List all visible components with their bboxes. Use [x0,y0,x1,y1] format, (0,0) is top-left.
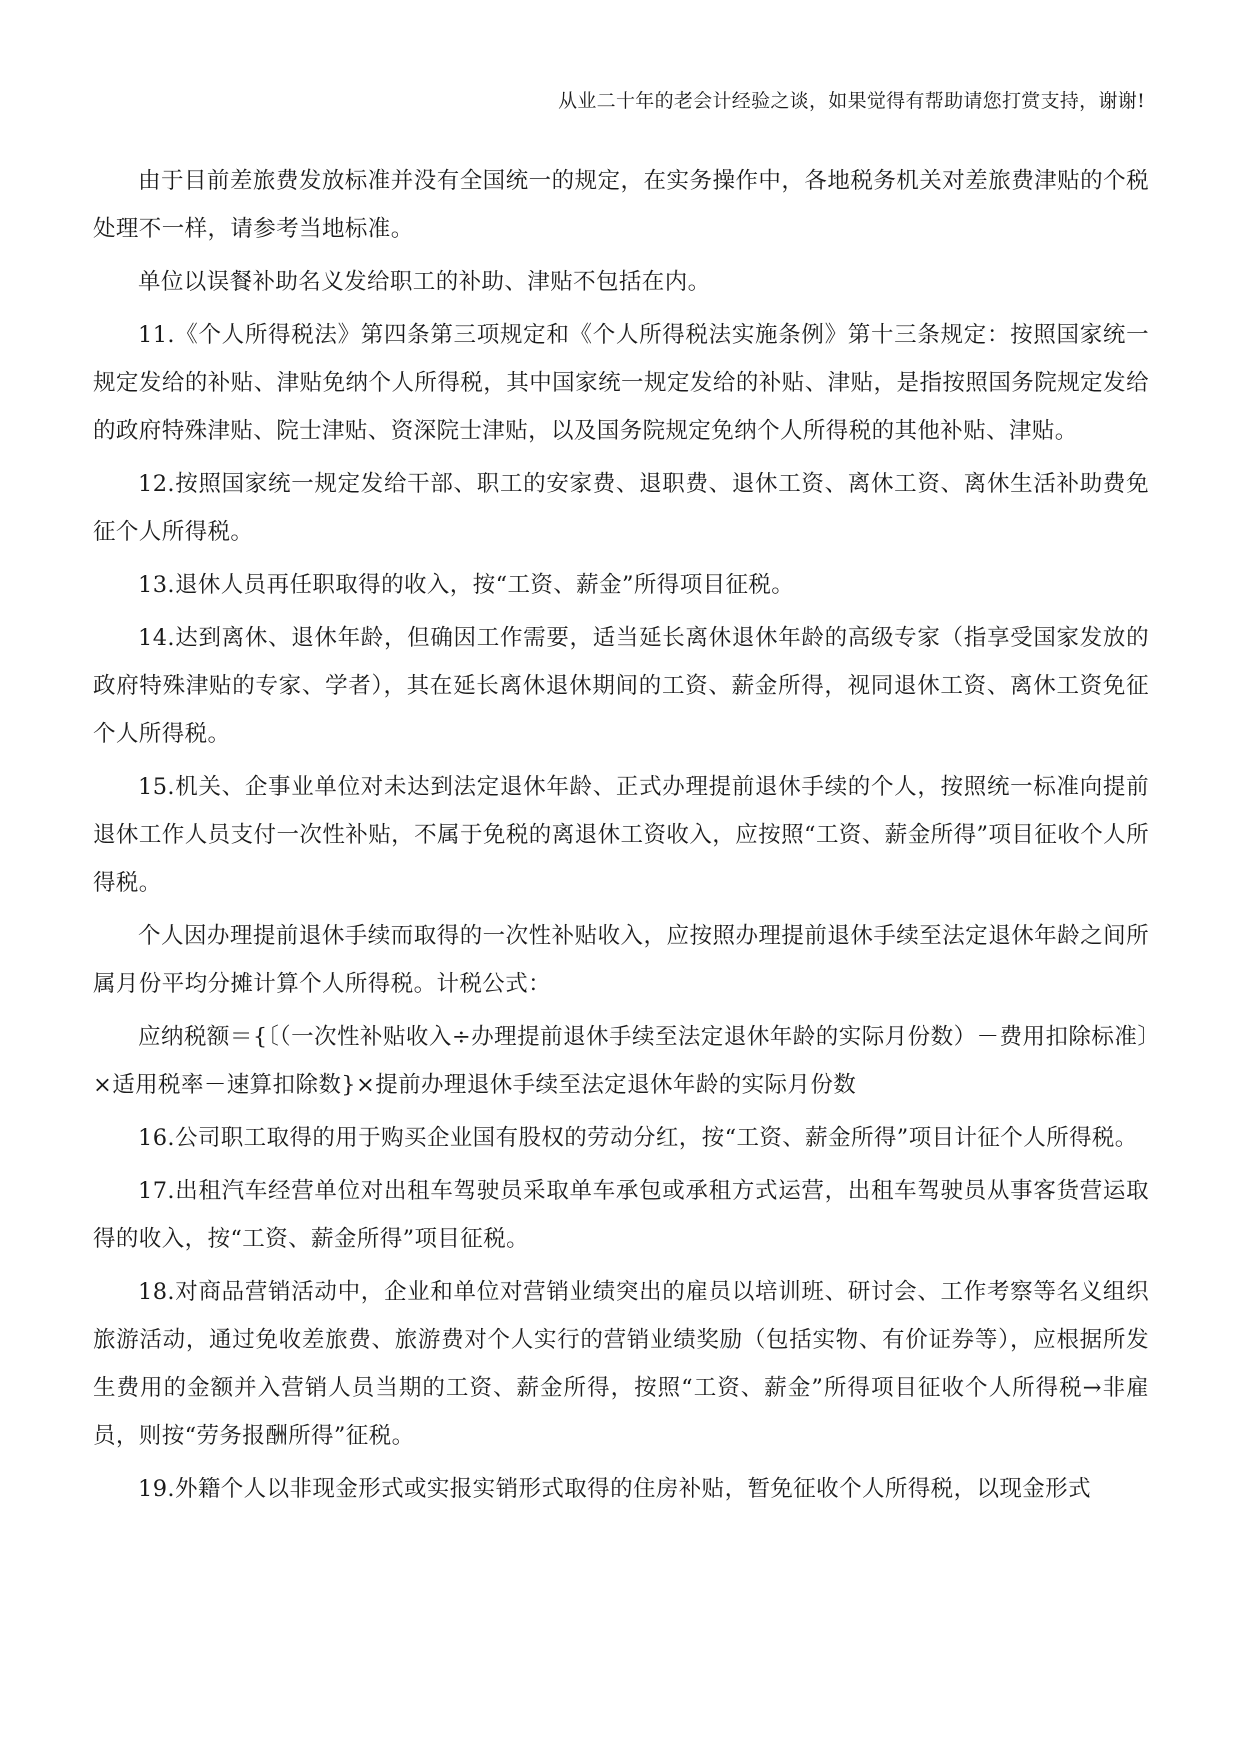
paragraph: 18.对商品营销活动中，企业和单位对营销业绩突出的雇员以培训班、研讨会、工作考察等名义组织旅游活动，通过免收差旅费、旅游费对个人实行的营销业绩奖励（包括实物、有价证券等），应根据所发生费用的金额并入营销人员当期的工资、薪金所得，按照“工资、薪金”所得项目征收个人所得税→非雇员，则按“劳务报酬所得”征税。 [93,1279,1149,1449]
paragraph: 单位以误餐补助名义发给职工的补助、津贴不包括在内。 [138,269,711,295]
paragraph: 15.机关、企事业单位对未达到法定退休年龄、正式办理提前退休手续的个人，按照统一标准向提前退休工作人员支付一次性补贴，不属于免税的离退休工资收入，应按照“工资、薪金所得”项目征收个人所得税。 [93,774,1149,896]
header-note: 从业二十年的老会计经验之谈，如果觉得有帮助请您打赏支持，谢谢! [558,90,1145,112]
paragraph: 由于目前差旅费发放标准并没有全国统一的规定，在实务操作中，各地税务机关对差旅费津贴的个税处理不一样，请参考当地标准。 [93,168,1149,242]
paragraph: 19.外籍个人以非现金形式或实报实销形式取得的住房补贴，暂免征收个人所得税，以现金形式 [138,1476,1091,1502]
paragraph: 17.出租汽车经营单位对出租车驾驶员采取单车承包或承租方式运营，出租车驾驶员从事客货营运取得的收入，按“工资、薪金所得”项目征税。 [93,1178,1149,1252]
tax-formula: 应纳税额＝{〔（一次性补贴收入÷办理提前退休手续至法定退休年龄的实际月份数）－费用扣除标准〕×适用税率－速算扣除数}×提前办理退休手续至法定退休年龄的实际月份数 [93,1024,1149,1098]
paragraph: 16.公司职工取得的用于购买企业国有股权的劳动分红，按“工资、薪金所得”项目计征个人所得税。 [138,1125,1138,1151]
paragraph: 12.按照国家统一规定发给干部、职工的安家费、退职费、退休工资、离休工资、离休生活补助费免征个人所得税。 [93,471,1149,545]
paragraph: 个人因办理提前退休手续而取得的一次性补贴收入，应按照办理提前退休手续至法定退休年龄之间所属月份平均分摊计算个人所得税。计税公式： [93,923,1149,997]
paragraph: 14.达到离休、退休年龄，但确因工作需要，适当延长离休退休年龄的高级专家（指享受国家发放的政府特殊津贴的专家、学者），其在延长离休退休期间的工资、薪金所得，视同退休工资、离休工资免征个人所得税。 [93,625,1149,747]
document-body [93,157,1149,1518]
paragraph: 11.《个人所得税法》第四条第三项规定和《个人所得税法实施条例》第十三条规定：按照国家统一规定发给的补贴、津贴免纳个人所得税，其中国家统一规定发给的补贴、津贴，是指按照国务院规定发给的政府特殊津贴、院士津贴、资深院士津贴，以及国务院规定免纳个人所得税的其他补贴、津贴。 [93,322,1149,444]
paragraph: 13.退休人员再任职取得的收入，按“工资、薪金”所得项目征税。 [138,572,795,598]
